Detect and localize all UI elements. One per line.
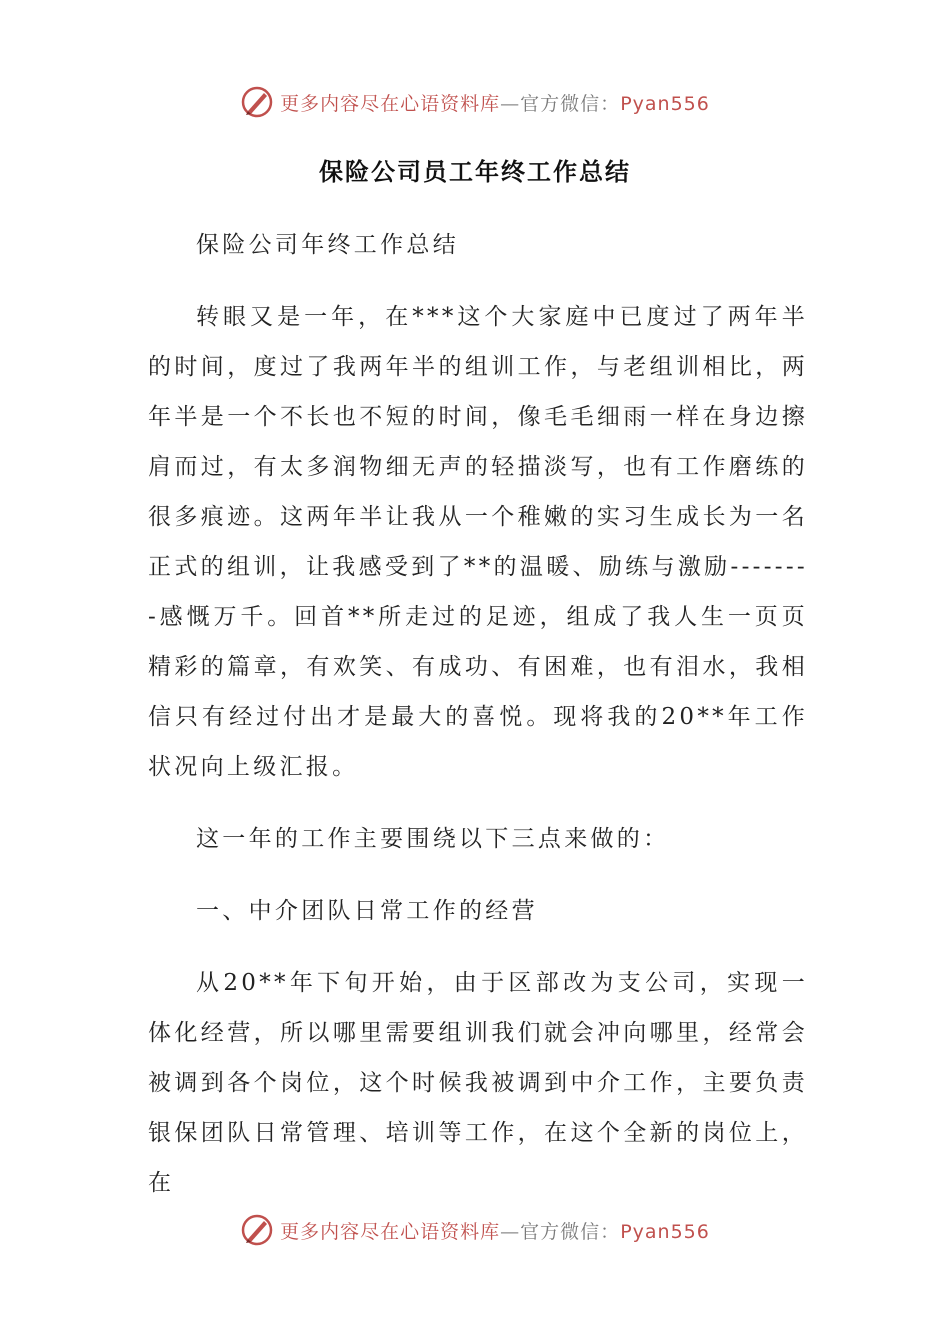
pen-logo-icon — [240, 1213, 274, 1247]
document-title: 保险公司员工年终工作总结 — [319, 157, 631, 186]
section-heading-1: 一、中介团队日常工作的经营 — [196, 898, 538, 924]
watermark-site: 更多内容尽在心语资料库 — [280, 92, 501, 115]
document-body — [148, 220, 808, 1208]
watermark-wechat-id: Pyan556 — [620, 92, 710, 115]
watermark-separator: — — [500, 1220, 521, 1243]
footer-watermark — [0, 1208, 950, 1252]
paragraph-subtitle: 保险公司年终工作总结 — [196, 232, 459, 258]
watermark-text — [280, 89, 710, 116]
paragraph-section-1: 从20**年下旬开始，由于区部改为支公司，实现一体化经营，所以哪里需要组训我们就会冲向哪里，经常会被调到各个岗位，这个时候我被调到中介工作，主要负责银保团队日常管理、培训等工作，在这个全新的岗位上，在 — [148, 970, 808, 1196]
header-watermark — [0, 80, 950, 124]
watermark-separator: — — [500, 92, 521, 115]
watermark-wechat-id: Pyan556 — [620, 1220, 710, 1243]
watermark-site: 更多内容尽在心语资料库 — [280, 1220, 501, 1243]
watermark-wechat-label: 官方微信： — [520, 92, 621, 115]
paragraph-intro: 转眼又是一年，在***这个大家庭中已度过了两年半的时间，度过了我两年半的组训工作，与老组训相比，两年半是一个不长也不短的时间，像毛毛细雨一样在身边擦肩而过，有太多润物细无声的轻描淡写，也有工作磨练的很多痕迹。这两年半让我从一个稚嫩的实习生成长为一名正式的组训，让我感受到了**的温暖、励练与激励--------感慨万千。回首**所走过的足迹，组成了我人生一页页精彩的篇章，有欢笑、有成功、有困难，也有泪水，我相信只有经过付出才是最大的喜悦。现将我的20**年工作状况向上级汇报。 — [148, 304, 808, 780]
watermark-wechat-label: 官方微信： — [520, 1220, 621, 1243]
watermark-text — [280, 1217, 710, 1244]
paragraph-overview: 这一年的工作主要围绕以下三点来做的： — [196, 826, 670, 852]
pen-logo-icon — [240, 85, 274, 119]
